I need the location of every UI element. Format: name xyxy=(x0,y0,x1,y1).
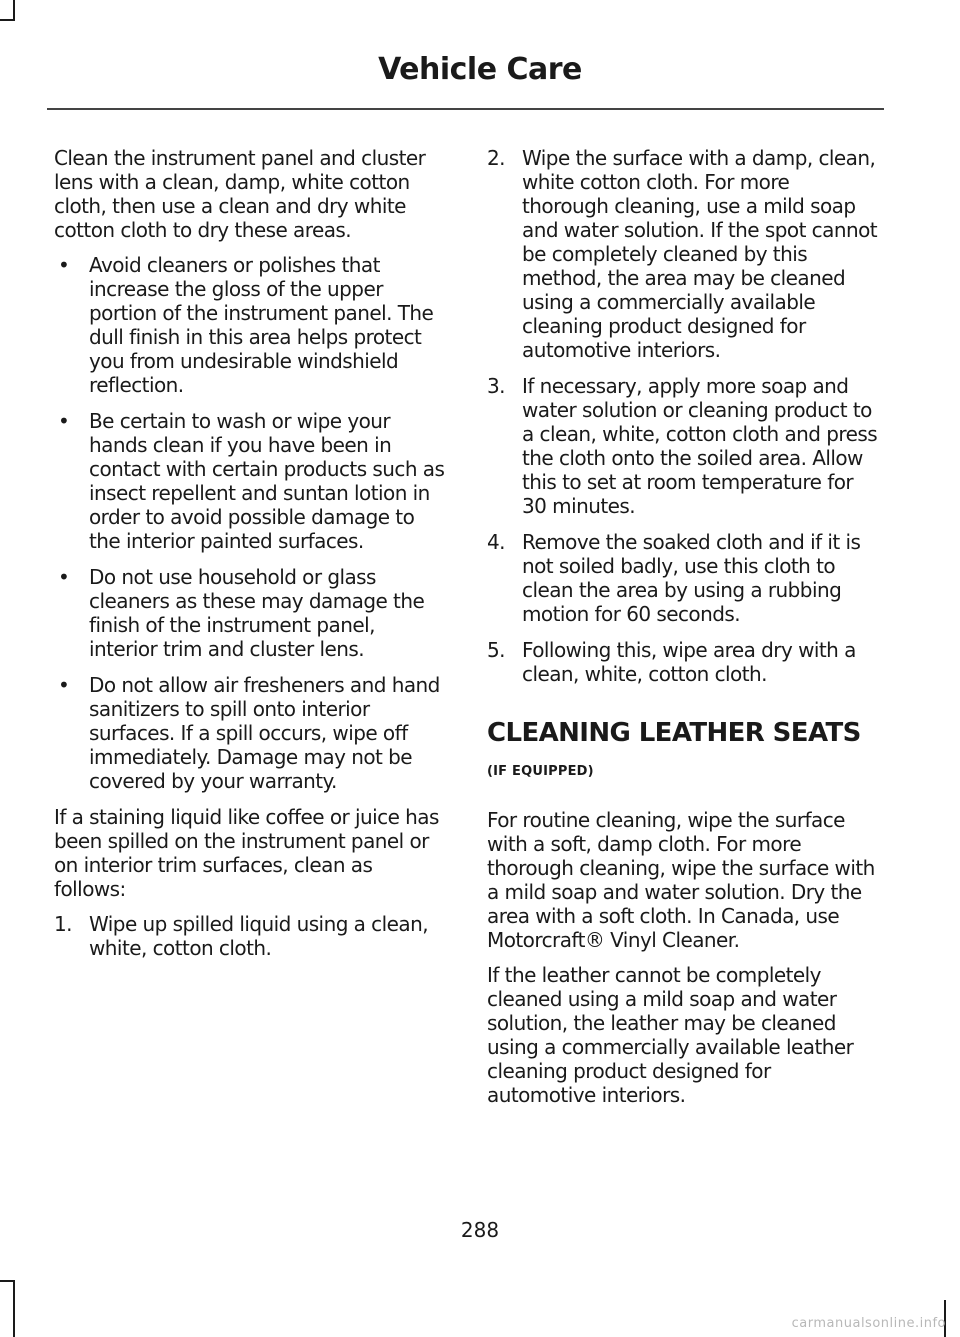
step-number: 4. xyxy=(487,530,505,554)
bullet-text: Avoid cleaners or polishes that increase the gloss of the upper portion of the instrument panel. The dull finish in this area helps protect you from undesirable windshield reflection. xyxy=(89,253,434,397)
page-title: Vehicle Care xyxy=(378,52,582,87)
staining-intro-paragraph: If a staining liquid like coffee or juice has been spilled on the instrument panel or on interior trim surfaces, clean as follows: xyxy=(54,805,439,901)
numbered-step xyxy=(487,146,881,362)
list-item xyxy=(54,565,448,661)
section-subheading: (IF EQUIPPED) xyxy=(487,764,594,779)
numbered-step xyxy=(487,374,881,518)
leather-paragraph-1: For routine cleaning, wipe the surface with a soft, damp cloth. For more thorough cleaning, wipe the surface with a mild soap and water solution. Dry the area with a soft cloth. In Canada, use Motorcraft® Vinyl Cleaner. xyxy=(487,808,875,952)
list-item xyxy=(54,673,448,793)
leather-paragraph-2: If the leather cannot be completely cleaned using a mild soap and water solution, the leather may be cleaned using a commercially available leather cleaning product designed for automotive interiors. xyxy=(487,963,854,1107)
right-column xyxy=(487,146,881,1118)
bullet-marker: • xyxy=(58,565,70,589)
crop-mark-top-left-horizontal xyxy=(0,19,15,21)
page-number: 288 xyxy=(460,1218,500,1242)
left-column xyxy=(54,146,448,972)
step-text: Wipe the surface with a damp, clean, white cotton cloth. For more thorough cleaning, use a mild soap and water solution. If the spot cannot be completely cleaned by this method, the area may be cleaned using a commercially available cleaning product designed for automotive interiors. xyxy=(522,146,878,362)
step-text: If necessary, apply more soap and water solution or cleaning product to a clean, white, cotton cloth and press the cloth onto the soiled area. Allow this to set at room temperature for 30 minutes. xyxy=(522,374,878,518)
section-heading: CLEANING LEATHER SEATS xyxy=(487,718,861,748)
crop-mark-bottom-left-horizontal xyxy=(0,1280,15,1282)
numbered-step xyxy=(487,530,881,626)
bullet-marker: • xyxy=(58,253,70,277)
step-number: 1. xyxy=(54,912,72,936)
crop-mark-bottom-left-vertical xyxy=(13,1280,15,1337)
step-number: 3. xyxy=(487,374,505,398)
step-text: Remove the soaked cloth and if it is not soiled badly, use this cloth to clean the area by using a rubbing motion for 60 seconds. xyxy=(522,530,861,626)
watermark: carmanualsonline.info xyxy=(791,1316,946,1331)
step-number: 5. xyxy=(487,638,505,662)
intro-paragraph: Clean the instrument panel and cluster lens with a clean, damp, white cotton cloth, then use a clean and dry white cotton cloth to dry these areas. xyxy=(54,146,426,242)
numbered-step xyxy=(487,638,881,686)
crop-mark-top-left-vertical xyxy=(13,0,15,20)
header-divider xyxy=(47,108,884,110)
list-item xyxy=(54,253,448,397)
numbered-step xyxy=(54,912,448,960)
bullet-text: Be certain to wash or wipe your hands clean if you have been in contact with certain products such as insect repellent and suntan lotion in order to avoid possible damage to the interior painted surfaces. xyxy=(89,409,445,553)
bullet-text: Do not use household or glass cleaners as these may damage the finish of the instrument panel, interior trim and cluster lens. xyxy=(89,565,425,661)
bullet-marker: • xyxy=(58,673,70,697)
step-number: 2. xyxy=(487,146,505,170)
step-text: Wipe up spilled liquid using a clean, white, cotton cloth. xyxy=(89,912,429,960)
bullet-marker: • xyxy=(58,409,70,433)
list-item xyxy=(54,409,448,553)
bullet-text: Do not allow air fresheners and hand sanitizers to spill onto interior surfaces. If a spill occurs, wipe off immediately. Damage may not be covered by your warranty. xyxy=(89,673,440,793)
step-text: Following this, wipe area dry with a clean, white, cotton cloth. xyxy=(522,638,856,686)
